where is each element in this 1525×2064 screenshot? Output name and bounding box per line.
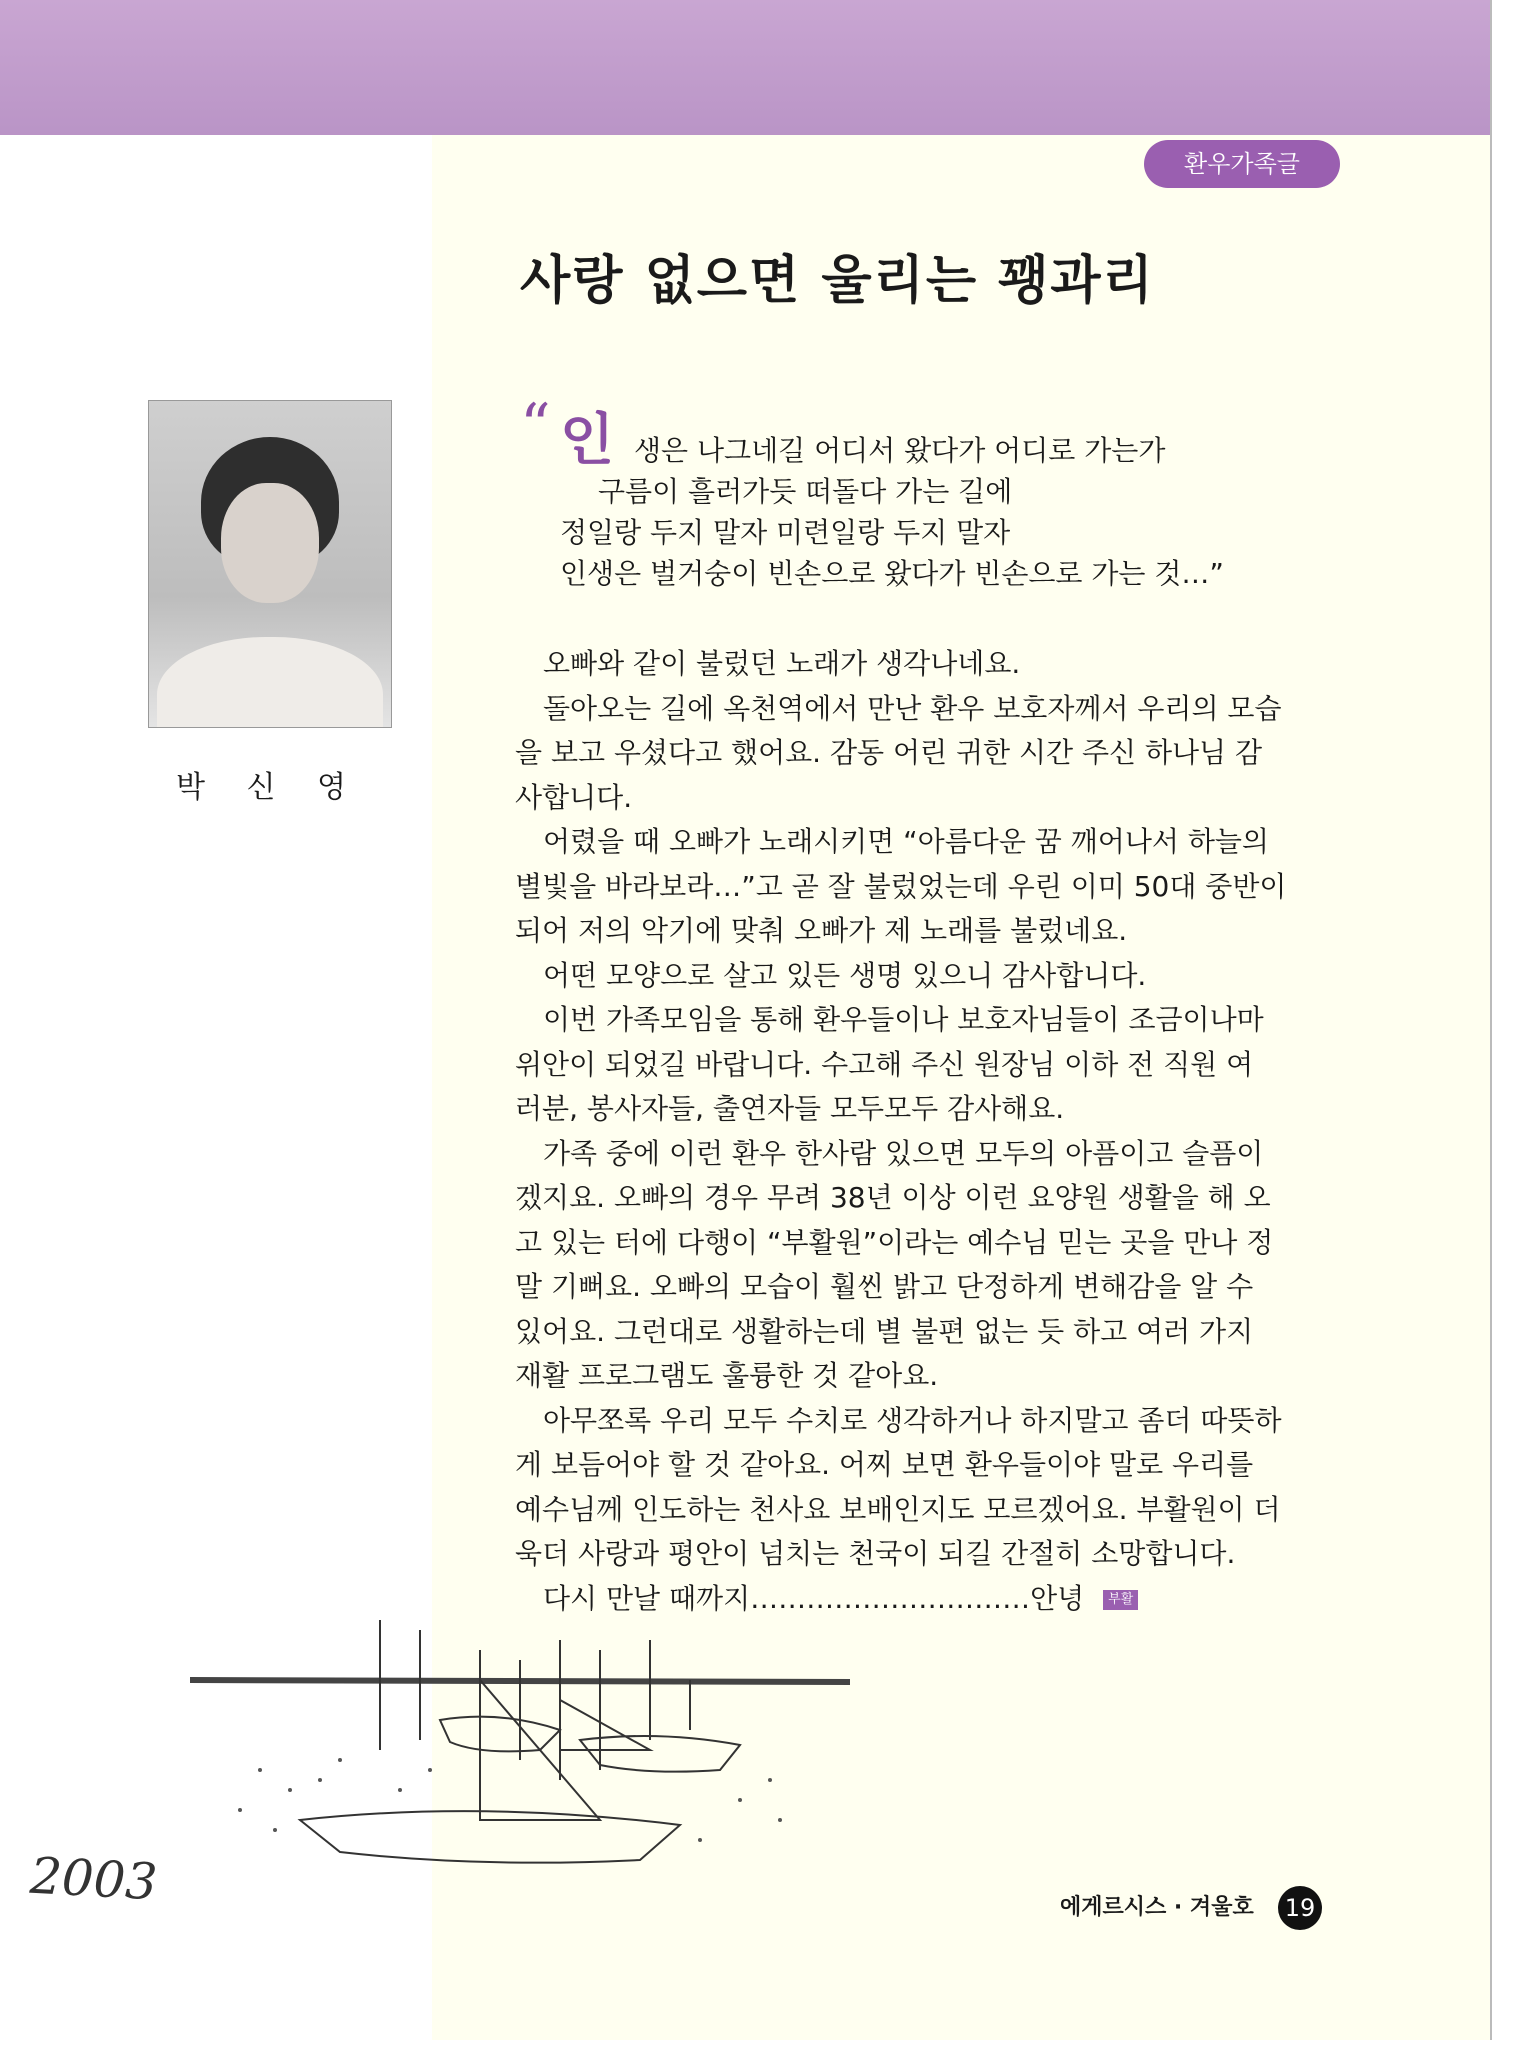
body-line: 가족 중에 이런 환우 한사람 있으면 모두의 아픔이고 슬픔이 <box>543 1136 1264 1170</box>
article-title: 사랑 없으면 울리는 꽹과리 <box>520 251 1155 311</box>
photo-figure-face <box>221 483 319 603</box>
body-line: 되어 저의 악기에 맞춰 오빠가 제 노래를 불렀네요. <box>515 914 1128 947</box>
poem-quote <box>520 391 1280 594</box>
end-badge: 부활 <box>1103 1590 1138 1610</box>
body-closing-line <box>515 1577 1315 1622</box>
body-line: 러분, 봉사자들, 출연자들 모두모두 감사해요. <box>515 1092 1065 1125</box>
sailboat-illustration <box>180 1620 860 1870</box>
body-line: 오빠와 같이 불렀던 노래가 생각나네요. <box>543 647 1021 680</box>
section-tag: 환우가족글 <box>1144 140 1340 188</box>
dropcap: 인 <box>560 408 615 473</box>
body-line: 어렸을 때 오빠가 노래시키면 “아름다운 꿈 깨어나서 하늘의 <box>543 825 1269 858</box>
body-line: 말 기뻐요. 오빠의 모습이 훨씬 밝고 단정하게 변해감을 알 수 <box>515 1270 1254 1303</box>
body-line: 별빛을 바라보라…”고 곧 잘 불렀었는데 우린 이미 50대 중반이 <box>515 869 1287 903</box>
poem-line: 구름이 흘러가듯 떠돌다 가는 길에 <box>598 475 1013 508</box>
body-line: 예수님께 인도하는 천사요 보배인지도 모르겠어요. 부활원이 더 <box>515 1492 1281 1526</box>
page-number: 19 <box>1278 1886 1322 1930</box>
footer-magazine-name: 에게르시스 · 겨울호 <box>1060 1895 1254 1920</box>
article-body <box>515 642 1315 1621</box>
body-line: 어떤 모양으로 살고 있든 생명 있으니 감사합니다. <box>543 958 1147 992</box>
body-line: 재활 프로그램도 훌륭한 것 같아요. <box>515 1359 939 1392</box>
poem-line <box>520 391 1280 473</box>
body-line: 겠지요. 오빠의 경우 무려 38년 이상 이런 요양원 생활을 해 오 <box>515 1181 1271 1214</box>
poem-line-text: 생은 나그네길 어디서 왔다가 어디로 가는가 <box>634 434 1166 467</box>
author-name: 박 신 영 <box>175 770 362 805</box>
body-line: 아무쪼록 우리 모두 수치로 생각하거나 하지말고 좀더 따뜻하 <box>543 1403 1282 1437</box>
body-line: 돌아오는 길에 옥천역에서 만난 환우 보호자께서 우리의 모습 <box>543 691 1282 725</box>
body-line: 고 있는 터에 다행이 “부활원”이라는 예수님 믿는 곳을 만나 정 <box>515 1225 1274 1259</box>
photo-figure-body <box>157 637 383 728</box>
body-line: 위안이 되었길 바랍니다. 수고해 주신 원장님 이하 전 직원 여 <box>515 1047 1254 1081</box>
open-quote-mark: “ <box>520 391 551 461</box>
body-line: 욱더 사랑과 평안이 넘치는 천국이 되길 간절히 소망합니다. <box>515 1537 1236 1570</box>
body-line: 있어요. 그런대로 생활하는데 별 불편 없는 듯 하고 여러 가지 <box>515 1314 1254 1348</box>
body-line: 을 보고 우셨다고 했어요. 감동 어린 귀한 시간 주신 하나님 감 <box>515 736 1263 769</box>
body-line: 게 보듬어야 할 것 같아요. 어찌 보면 환우들이야 말로 우리를 <box>515 1448 1254 1481</box>
body-line: 사합니다. <box>515 780 633 814</box>
poem-line: 인생은 벌거숭이 빈손으로 왔다가 빈손으로 가는 것…” <box>560 557 1224 590</box>
author-photo <box>148 400 392 728</box>
handwritten-year-note: 2003 <box>28 1846 159 1912</box>
closing-text: 다시 만날 때까지…………………………안녕 <box>543 1581 1085 1615</box>
body-line: 이번 가족모임을 통해 환우들이나 보호자님들이 조금이나마 <box>543 1003 1264 1036</box>
poem-line: 정일랑 두지 말자 미련일랑 두지 말자 <box>560 516 1011 549</box>
